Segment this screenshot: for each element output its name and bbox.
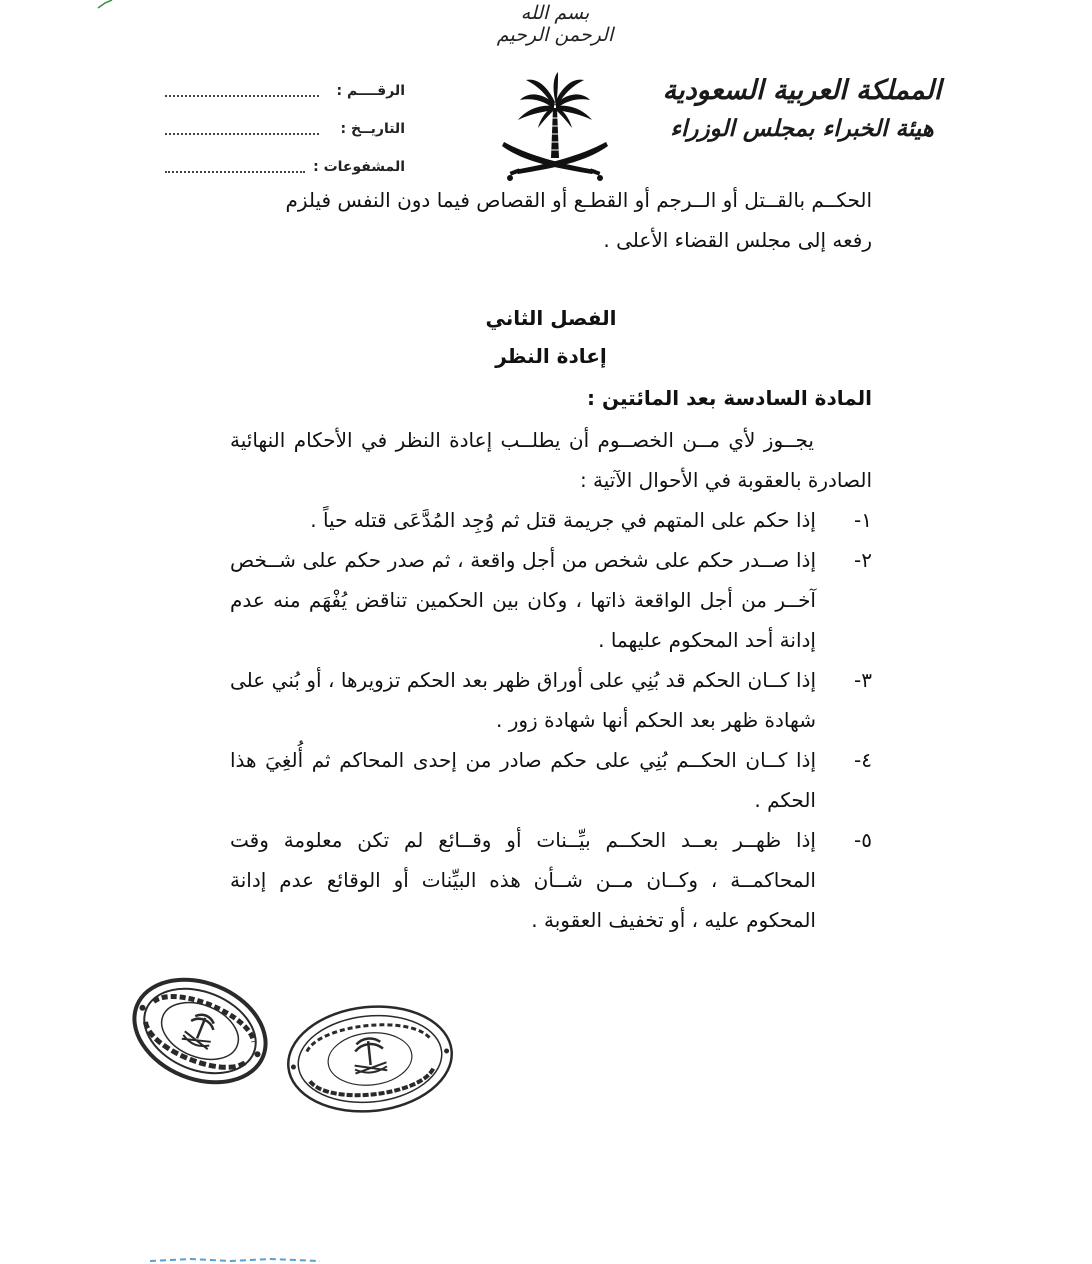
article-intro: يجــوز لأي مــن الخصــوم أن يطلــب إعادة النظر في الأحكام النهائية الصادرة بالعقوبة في الأحوال الآتية :	[230, 428, 872, 492]
number-label: الرقــــم :	[336, 83, 405, 99]
list-item	[230, 660, 872, 740]
list-item	[230, 500, 872, 540]
attachments-label: المشفوعات :	[313, 159, 405, 175]
authority-name: هيئة الخبراء بمجلس الوزراء	[670, 115, 934, 142]
corner-mark	[96, 0, 114, 10]
list-item-text: إذا ظهــر بعــد الحكــم بيِّــنات أو وقــائع لم تكن معلومة وقت المحاكمــة ، وكــان مــن شــأن هذه البيِّنات أو الوقائع عدم إدانة المحكوم عليه ، أو تخفيف العقوبة .	[230, 828, 816, 932]
letterhead-title	[657, 70, 947, 146]
list-item-number: ١-	[854, 508, 872, 532]
date-blank	[165, 123, 319, 135]
palm-swords-emblem-icon	[496, 70, 614, 188]
list-item	[230, 820, 872, 940]
list-item-number: ٣-	[854, 668, 872, 692]
footer-mark	[150, 1255, 330, 1264]
document-body	[230, 180, 872, 940]
article-title: المادة السادسة بعد المائتين :	[587, 386, 872, 410]
reference-fields	[165, 72, 405, 186]
list-item-number: ٢-	[854, 548, 872, 572]
intro-line-1: الحكــم بالقــتل أو الــرجم أو القطـع أو القصاص فيما دون النفس فيلزم	[285, 188, 872, 212]
number-field	[165, 72, 405, 110]
date-label: التاريــخ :	[340, 121, 405, 137]
list-item-text: إذا صــدر حكم على شخص من أجل واقعة ، ثم صدر حكم على شــخص آخــر من أجل الواقعة ذاتها ، وكان بين الحكمين تناقض يُفْهَم منه عدم إدانة أحد المحكوم عليهما .	[230, 548, 816, 652]
kingdom-name: المملكة العربية السعودية	[662, 75, 942, 106]
date-field	[165, 110, 405, 148]
list-item-number: ٤-	[854, 748, 872, 772]
list-item	[230, 540, 872, 660]
experts-commission-stamp-icon	[283, 999, 457, 1120]
intro-line-2: رفعه إلى مجلس القضاء الأعلى .	[603, 228, 872, 252]
list-item-number: ٥-	[854, 828, 872, 852]
basmala: بسم الله الرحمن الرحيم	[496, 2, 614, 46]
chapter-subtitle: إعادة النظر	[495, 344, 607, 368]
chapter-title: الفصل الثاني	[485, 306, 617, 330]
attachments-blank	[165, 161, 305, 173]
secretariat-stamp-icon	[128, 975, 281, 1101]
official-stamps	[128, 975, 458, 1125]
number-blank	[165, 85, 319, 97]
list-item-text: إذا كــان الحكم قد بُنِي على أوراق ظهر بعد الحكم تزويرها ، أو بُني على شهادة ظهر بعد الحكم أنها شهادة زور .	[230, 668, 816, 732]
list-item-text: إذا حكم على المتهم في جريمة قتل ثم وُجِد المُدَّعَى قتله حياً .	[310, 508, 816, 532]
list-item	[230, 740, 872, 820]
list-item-text: إذا كــان الحكــم بُنِي على حكم صادر من إحدى المحاكم ثم أُلغِيَ هذا الحكم .	[230, 748, 816, 812]
